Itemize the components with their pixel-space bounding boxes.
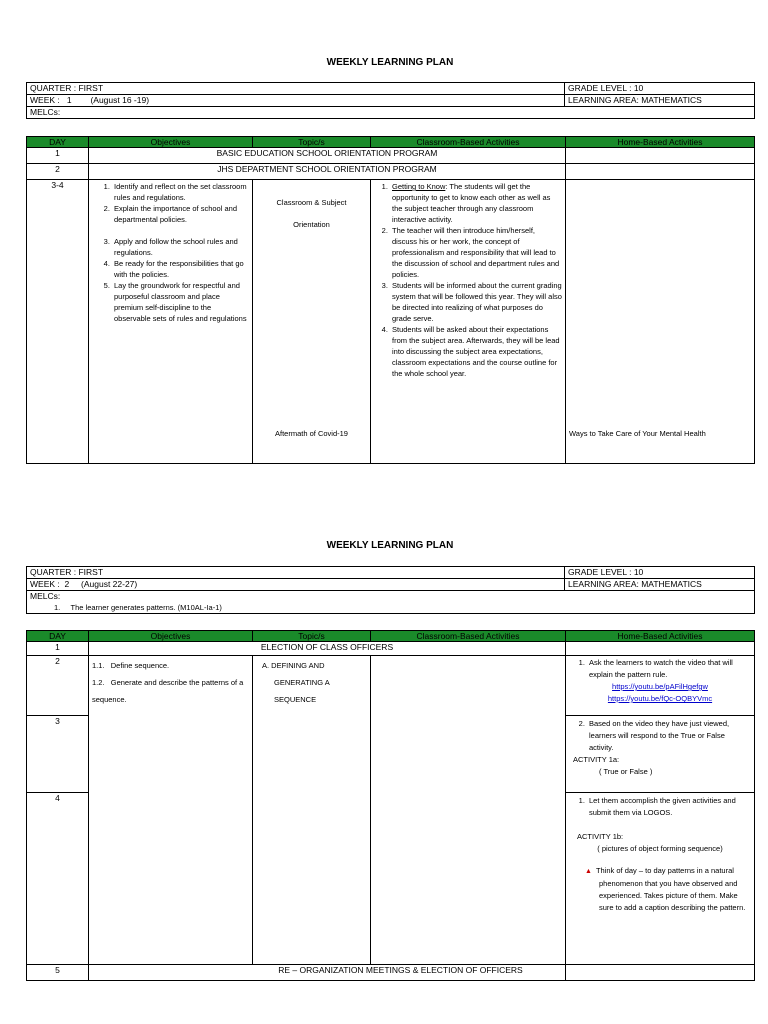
activity-lead: Getting to Know [392, 182, 446, 191]
area-cell: LEARNING AREA: MATHEMATICS [565, 579, 755, 591]
home-activities-cell [566, 180, 755, 464]
objective-item: 4. Be ready for the responsibilities that go with the policies. [112, 258, 249, 280]
objectives-cell [89, 180, 253, 464]
home-item: Ways to Take Care of Your Mental Health [569, 429, 706, 438]
event-span: JHS DEPARTMENT SCHOOL ORIENTATION PROGRAM [89, 164, 566, 180]
objective-item: 1.1. Define sequence. [92, 661, 170, 670]
day-cell: 5 [27, 965, 89, 981]
day-cell: 3-4 [27, 180, 89, 464]
grade-cell: GRADE LEVEL : 10 [565, 83, 755, 95]
week-cell: WEEK : 2 (August 22-27) [27, 579, 565, 591]
activity-label: ACTIVITY 1b: [577, 832, 624, 841]
activity-item: 1. Getting to Know: The students will get the opportunity to get to know each other as well as the subject teacher through any classroom interactive activity. [390, 181, 562, 225]
objective-item: 1. Identify and reflect on the set classroom rules and regulations. [112, 181, 249, 203]
home-item: 1. Let them accomplish the given activities and submit them via LOGOS. [587, 795, 751, 819]
classroom-activities-cell [371, 656, 566, 965]
activity-item: 4. Students will be asked about their expectations from the subject area. Afterwards, they will be lead into discussing the subject area expectations, classroom expectations and the course outline for the whole school year. [390, 324, 562, 379]
topics-cell [253, 656, 371, 965]
topic-item: A. DEFINING AND GENERATING A SEQUENCE [262, 661, 330, 704]
home-activities-cell [566, 793, 755, 965]
header-classroom: Classroom-Based Activities [371, 137, 566, 148]
activity-item: 3. Students will be informed about the current grading system that will be followed this year. They will also be directed into realizing of what purposes do grade serve. [390, 280, 562, 324]
week-cell: WEEK : 1 (August 16 -19) [27, 95, 565, 107]
grade-cell: GRADE LEVEL : 10 [565, 567, 755, 579]
melc-item: 1. The learner generates patterns. (M10AL-Ia-1) [54, 603, 222, 612]
video-link[interactable]: https://youtu.be/pAFilHgefgw [612, 682, 708, 691]
event-span: RE – ORGANIZATION MEETINGS & ELECTION OF OFFICERS [89, 965, 566, 981]
objectives-cell [89, 656, 253, 965]
home-activities-cell [566, 716, 755, 793]
header-classroom: Classroom-Based Activities [371, 631, 566, 642]
day-cell: 2 [27, 656, 89, 716]
topic-item: Aftermath of Covid-19 [275, 429, 348, 438]
objective-item: 2. Explain the importance of school and departmental policies. [112, 203, 249, 225]
day-cell: 1 [27, 148, 89, 164]
header-day: DAY [27, 631, 89, 642]
plan-info-table [26, 82, 755, 119]
event-span: BASIC EDUCATION SCHOOL ORIENTATION PROGRAM [89, 148, 566, 164]
home-activities-cell [566, 656, 755, 716]
objective-item: 5. Lay the groundwork for respectful and purposeful classroom and place premium self-discipline to the observable sets of rules and regulations [112, 280, 249, 324]
melcs-cell: MELCs: 1. The learner generates patterns. (M10AL-Ia-1) [27, 591, 755, 614]
header-topics: Topic/s [253, 631, 371, 642]
day-cell: 2 [27, 164, 89, 180]
activity-sub: ( True or False ) [599, 767, 653, 776]
bullet-item: ▲ Think of day – to day patterns in a natural phenomenon that you have observed and experienced. Takes picture of them. Make sure to add a caption describing the pattern. [585, 866, 746, 912]
day-cell: 4 [27, 793, 89, 965]
plan-main-table [26, 630, 755, 981]
plan-info-table [26, 566, 755, 614]
event-span: ELECTION OF CLASS OFFICERS [89, 642, 566, 656]
plan-main-table [26, 136, 755, 464]
day-cell: 1 [27, 642, 89, 656]
header-home: Home-Based Activities [566, 137, 755, 148]
home-item: 1. Ask the learners to watch the video that will explain the pattern rule. [587, 657, 751, 681]
home-item: 2. Based on the video they have just viewed, learners will respond to the True or False activity. [587, 718, 751, 754]
header-day: DAY [27, 137, 89, 148]
topics-cell [253, 180, 371, 464]
header-objectives: Objectives [89, 137, 253, 148]
melcs-cell: MELCs: [27, 107, 755, 119]
plan-title: WEEKLY LEARNING PLAN [326, 540, 454, 551]
objective-item: 1.2. Generate and describe the patterns of a sequence. [92, 678, 246, 704]
header-topics: Topic/s [253, 137, 371, 148]
activity-label: ACTIVITY 1a: [573, 755, 620, 764]
header-home: Home-Based Activities [566, 631, 755, 642]
day-cell: 3 [27, 716, 89, 793]
objective-item: 3. Apply and follow the school rules and regulations. [112, 236, 249, 258]
quarter-cell: QUARTER : FIRST [27, 567, 565, 579]
header-objectives: Objectives [89, 631, 253, 642]
plan-title: WEEKLY LEARNING PLAN [326, 57, 454, 68]
classroom-activities-cell [371, 180, 566, 464]
activity-sub: ( pictures of object forming sequence) [597, 844, 723, 853]
quarter-cell: QUARTER : FIRST [27, 83, 565, 95]
bullet-icon: ▲ [585, 868, 592, 875]
video-link[interactable]: https://youtu.be/fQc-OQBYVmc [607, 694, 713, 703]
topic-item: Classroom & Subject Orientation [276, 198, 347, 229]
activity-item: 2. The teacher will then introduce him/herself, discuss his or her work, the concept of professionalism and responsibility that will lead to the discussion of school and department rules and policies. [390, 225, 562, 280]
area-cell: LEARNING AREA: MATHEMATICS [565, 95, 755, 107]
